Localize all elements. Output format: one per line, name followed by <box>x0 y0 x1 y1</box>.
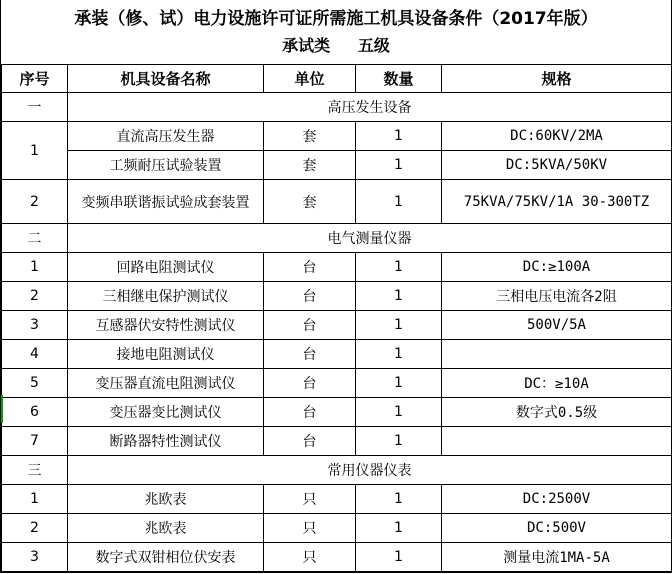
row-qty: 1 <box>356 151 442 180</box>
row-spec: 三相电压电流各2阻 <box>442 282 672 311</box>
row-spec: DC：≥10A <box>442 369 672 398</box>
row-seq: 3 <box>2 543 68 572</box>
row-qty: 1 <box>356 122 442 151</box>
row-spec: 500V/5A <box>442 311 672 340</box>
row-qty: 1 <box>356 485 442 514</box>
row-selection-marker <box>1 395 3 423</box>
row-seq: 1 <box>2 253 68 282</box>
table-row <box>2 282 672 311</box>
equipment-table <box>1 64 672 572</box>
section-index: 三 <box>2 456 68 485</box>
row-qty: 1 <box>356 427 442 456</box>
row-unit: 台 <box>264 340 356 369</box>
row-qty: 1 <box>356 398 442 427</box>
row-qty: 1 <box>356 311 442 340</box>
section-index: 一 <box>2 93 68 122</box>
row-unit: 台 <box>264 369 356 398</box>
row-seq: 2 <box>2 282 68 311</box>
table-row <box>2 340 672 369</box>
document-subtitle: 承试类 五级 <box>282 36 390 55</box>
table-row <box>2 398 672 427</box>
row-qty: 1 <box>356 282 442 311</box>
row-name: 变压器直流电阻测试仪 <box>68 369 264 398</box>
table-row <box>2 151 672 180</box>
row-unit: 只 <box>264 514 356 543</box>
row-spec <box>442 340 672 369</box>
row-qty: 1 <box>356 543 442 572</box>
row-qty: 1 <box>356 340 442 369</box>
row-qty: 1 <box>356 369 442 398</box>
row-qty: 1 <box>356 180 442 224</box>
row-name: 互感器伏安特性测试仪 <box>68 311 264 340</box>
row-unit: 只 <box>264 543 356 572</box>
row-name: 变压器变比测试仪 <box>68 398 264 427</box>
row-unit: 台 <box>264 282 356 311</box>
row-name: 三相继电保护测试仪 <box>68 282 264 311</box>
row-spec: DC:500V <box>442 514 672 543</box>
table-row <box>2 369 672 398</box>
row-unit: 台 <box>264 311 356 340</box>
row-name: 断路器特性测试仪 <box>68 427 264 456</box>
table-row <box>2 543 672 572</box>
document-title: 承装（修、试）电力设施许可证所需施工机具设备条件（2017年版） <box>74 9 598 29</box>
section-title: 常用仪器仪表 <box>68 456 672 485</box>
row-name: 回路电阻测试仪 <box>68 253 264 282</box>
row-spec: DC:60KV/2MA <box>442 122 672 151</box>
row-seq: 3 <box>2 311 68 340</box>
row-unit: 台 <box>264 427 356 456</box>
section-title: 高压发生设备 <box>68 93 672 122</box>
row-seq: 2 <box>2 180 68 224</box>
title-block <box>1 0 671 64</box>
row-qty: 1 <box>356 253 442 282</box>
table-row <box>2 253 672 282</box>
row-seq: 1 <box>2 122 68 180</box>
row-seq: 6 <box>2 398 68 427</box>
row-unit: 只 <box>264 485 356 514</box>
row-spec: 75KVA/75KV/1A 30-300TZ <box>442 180 672 224</box>
table-row <box>2 514 672 543</box>
row-spec <box>442 427 672 456</box>
row-spec: DC:2500V <box>442 485 672 514</box>
header-name: 机具设备名称 <box>68 65 264 93</box>
row-seq: 2 <box>2 514 68 543</box>
row-unit: 台 <box>264 253 356 282</box>
header-unit: 单位 <box>264 65 356 93</box>
row-spec: DC:≥100A <box>442 253 672 282</box>
row-unit: 套 <box>264 151 356 180</box>
section-index: 二 <box>2 224 68 253</box>
row-name: 直流高压发生器 <box>68 122 264 151</box>
table-row <box>2 180 672 224</box>
row-qty: 1 <box>356 514 442 543</box>
row-name: 数字式双钳相位伏安表 <box>68 543 264 572</box>
row-unit: 套 <box>264 180 356 224</box>
row-spec: DC:5KVA/50KV <box>442 151 672 180</box>
row-seq: 1 <box>2 485 68 514</box>
table-row <box>2 427 672 456</box>
section-row <box>2 224 672 253</box>
section-row <box>2 456 672 485</box>
header-qty: 数量 <box>356 65 442 93</box>
row-unit: 套 <box>264 122 356 151</box>
header-seq: 序号 <box>2 65 68 93</box>
section-title: 电气测量仪器 <box>68 224 672 253</box>
row-seq: 4 <box>2 340 68 369</box>
row-seq: 7 <box>2 427 68 456</box>
row-name: 变频串联谐振试验成套装置 <box>68 180 264 224</box>
table-row <box>2 122 672 151</box>
header-spec: 规格 <box>442 65 672 93</box>
row-name: 兆欧表 <box>68 485 264 514</box>
table-row <box>2 485 672 514</box>
table-header-row <box>2 65 672 93</box>
row-seq: 5 <box>2 369 68 398</box>
row-name: 工频耐压试验装置 <box>68 151 264 180</box>
row-name: 兆欧表 <box>68 514 264 543</box>
row-spec: 数字式0.5级 <box>442 398 672 427</box>
section-row <box>2 93 672 122</box>
row-name: 接地电阻测试仪 <box>68 340 264 369</box>
row-spec: 测量电流1MA-5A <box>442 543 672 572</box>
table-row <box>2 311 672 340</box>
row-unit: 台 <box>264 398 356 427</box>
